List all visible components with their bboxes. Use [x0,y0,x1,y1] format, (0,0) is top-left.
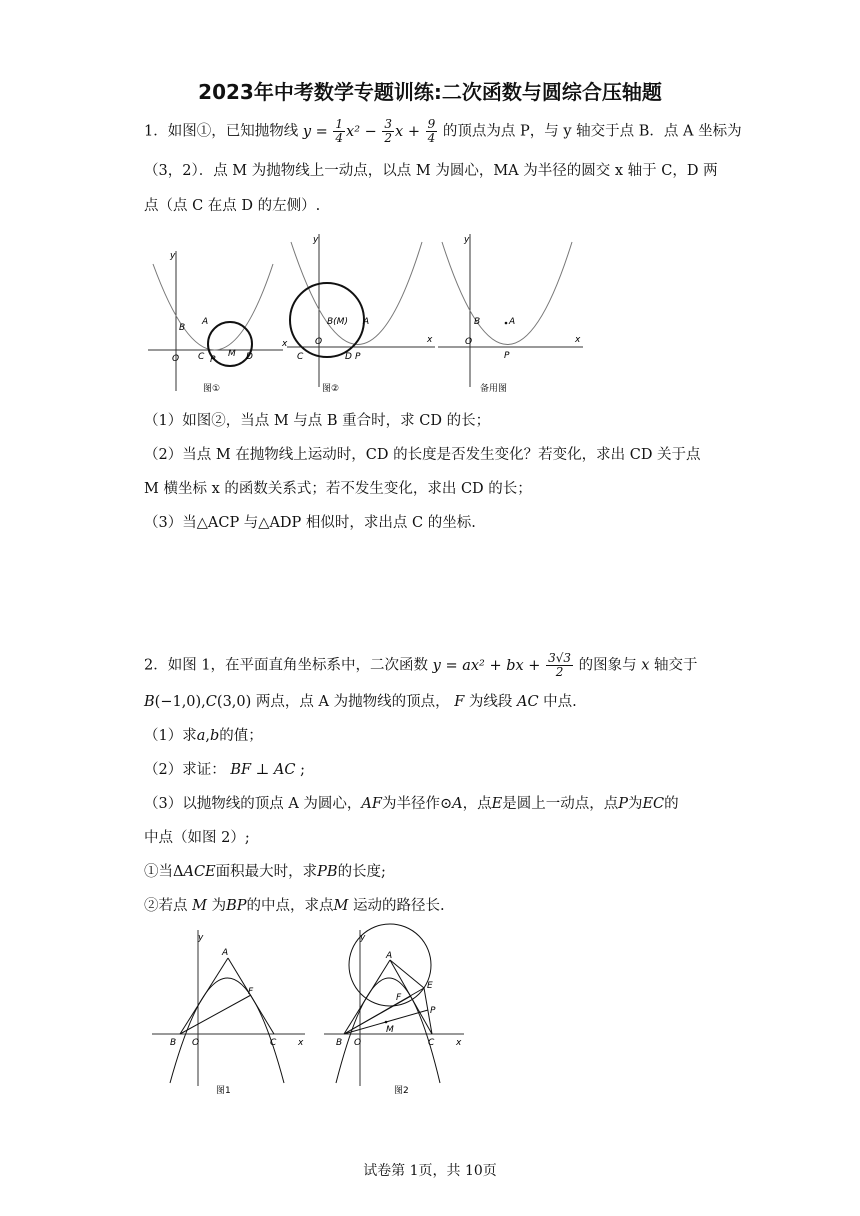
svg-text:x: x [298,1038,304,1048]
svg-text:O: O [172,354,180,364]
svg-text:A: A [386,951,393,961]
q1-fig1-caption: 图① [203,384,221,394]
svg-text:A: A [202,317,209,327]
svg-text:y: y [464,235,470,245]
q2-sub3-line2: 中点（如图 2）; [144,830,250,846]
svg-text:P: P [504,351,510,361]
q1-sub3: （3）当△ACP 与△ADP 相似时，求出点 C 的坐标. [144,515,476,531]
q2-fig2-caption: 图2 [394,1086,409,1096]
q1-figure-3 [438,232,588,392]
svg-text:B: B [179,323,186,333]
svg-text:A: A [363,317,370,327]
svg-text:F: F [396,993,402,1003]
q2-figure-2 [322,928,472,1098]
svg-text:C: C [428,1038,435,1048]
svg-text:y: y [198,933,204,943]
svg-text:P: P [430,1006,436,1016]
page-title: 2023年中考数学专题训练:二次函数与圆综合压轴题 [198,80,662,104]
q1-sub2a: （2）当点 M 在抛物线上运动时，CD 的长度是否发生变化？若变化，求出 CD 关于点 [144,447,701,463]
q2-sub3-2: ②若点 M 为BP的中点，求点M 运动的路径长. [144,898,445,914]
svg-text:B: B [336,1038,343,1048]
q1-line3: 点（点 C 在点 D 的左侧）. [144,198,321,214]
svg-text:O: O [465,337,473,347]
page-footer: 试卷第 1页，共 10页 [363,1163,497,1179]
svg-text:F: F [248,987,254,997]
svg-text:x: x [575,335,581,345]
q1-fig2-caption: 图② [322,384,340,394]
svg-text:M: M [386,1025,394,1035]
svg-text:x: x [282,339,288,349]
svg-text:y: y [170,251,176,261]
svg-text:x: x [427,335,433,345]
svg-text:C: C [270,1038,277,1048]
q1-sub2b: M 横坐标 x 的函数关系式；若不发生变化，求出 CD 的长； [144,481,532,497]
svg-text:B: B [170,1038,177,1048]
svg-text:y: y [360,933,366,943]
svg-text:M: M [228,349,236,359]
svg-text:E: E [427,981,433,991]
svg-text:D: D [345,352,352,362]
q1-fig3-caption: 备用图 [480,384,508,394]
svg-text:A: A [222,948,229,958]
svg-text:x: x [456,1038,462,1048]
q2-sub1: （1）求a,b的值； [144,728,263,744]
q1-figure-1 [148,246,288,396]
svg-text:P: P [210,355,216,365]
svg-text:y: y [313,235,319,245]
svg-text:C: C [297,352,304,362]
svg-text:C: C [198,352,205,362]
q1-line2: （3，2）．点 M 为抛物线上一动点，以点 M 为圆心，MA 为半径的圆交 x 轴于 C，D 两 [144,163,718,179]
q2-sub3: （3）以抛物线的顶点 A 为圆心，AF为半径作⊙A，点E是圆上一动点，点P为EC的 [144,796,679,812]
q2-quadratic-formula: y = ax² + bx + $\frac{3√3}{2}$ [432,651,571,679]
q2-fig1-caption: 图1 [216,1086,231,1096]
q2-sub2: （2）求证： BF ⊥ AC ; [144,762,305,778]
svg-text:O: O [315,337,323,347]
svg-text:D: D [246,352,253,362]
q2-line1: 2．如图 1，在平面直角坐标系中，二次函数 y = ax² + bx + $\frac{3√3}{2}$ 的图象与 x 轴交于 [144,651,698,679]
svg-text:O: O [354,1038,362,1048]
svg-text:A: A [509,317,516,327]
q2-sub3-1: ①当ΔACE面积最大时，求PB的长度; [144,864,386,880]
svg-text:B: B [474,317,481,327]
q2-line2: B(−1,0),C(3,0) 两点，点 A 为抛物线的顶点， F 为线段 AC 中点. [144,694,577,710]
q2-figure-1 [150,928,310,1098]
q1-parabola-formula: y = $\frac{1}{4}$ x² − $\frac{3}{2}$ x + $\frac{9}{4}$ [302,117,436,145]
q1-line1: 1．如图①，已知抛物线 y = $\frac{1}{4}$ x² − $\frac{3}{2}$ x + $\frac{9}{4}$ 的顶点为点 P，与 y 轴交于点 B．点 A 坐标为 [144,117,742,145]
svg-text:P: P [355,352,361,362]
q1-sub1: （1）如图②，当点 M 与点 B 重合时，求 CD 的长； [144,413,491,429]
svg-text:B(M): B(M) [327,317,348,327]
q1-figure-2 [287,232,437,392]
svg-text:O: O [192,1038,200,1048]
